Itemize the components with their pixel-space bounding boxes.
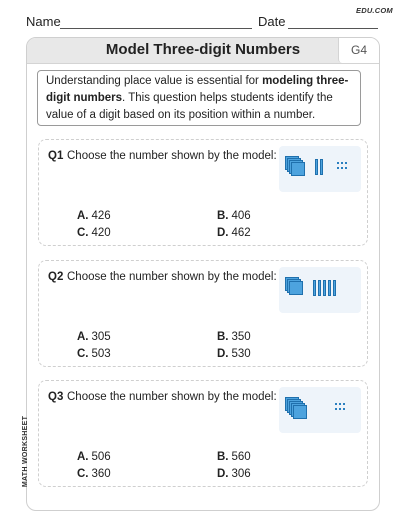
grade-badge: G4 [338, 38, 379, 63]
option-a[interactable]: A. 426 [77, 210, 111, 222]
question-prompt: Choose the number shown by the model: [67, 391, 277, 403]
ones-cube [345, 167, 347, 169]
title-bar [27, 38, 379, 64]
place-value-model [279, 387, 361, 433]
question-card-2 [38, 260, 368, 367]
worksheet [26, 37, 380, 511]
ones-cube [335, 408, 337, 410]
tens-rod [315, 159, 318, 175]
option-d[interactable]: D. 306 [217, 468, 251, 480]
question-prompt: Choose the number shown by the model: [67, 271, 277, 283]
tens-rod [318, 280, 321, 296]
ones-cube [343, 403, 345, 405]
question-number: Q1 [48, 150, 64, 162]
intro-text-end: . This question helps students identify the value of a digit based on its position within a number. [46, 92, 333, 121]
option-c[interactable]: C. 420 [77, 227, 111, 239]
option-b[interactable]: B. 406 [217, 210, 251, 222]
ones-cube [335, 403, 337, 405]
date-line [288, 28, 378, 29]
ones-cube [341, 167, 343, 169]
intro-bold: modeling three-digit numbers [46, 75, 349, 104]
hundreds-block [289, 281, 303, 295]
option-d[interactable]: D. 530 [217, 348, 251, 360]
place-value-model [279, 146, 361, 192]
ones-cube [339, 403, 341, 405]
option-a[interactable]: A. 506 [77, 451, 111, 463]
tens-rod [320, 159, 323, 175]
option-c[interactable]: C. 360 [77, 468, 111, 480]
hundreds-block [293, 405, 307, 419]
question-number: Q3 [48, 391, 64, 403]
tens-rod [333, 280, 336, 296]
ones-cube [339, 408, 341, 410]
option-b[interactable]: B. 560 [217, 451, 251, 463]
hundreds-block [291, 162, 305, 176]
question-card-1 [38, 139, 368, 246]
intro-text: Understanding place value is essential for [46, 75, 263, 87]
ones-cube [343, 408, 345, 410]
date-label: Date [258, 14, 286, 29]
side-label: MATH WORKSHEET [22, 415, 30, 488]
tens-rod [323, 280, 326, 296]
tens-rod [313, 280, 316, 296]
name-label: Name [26, 14, 61, 29]
question-card-3 [38, 380, 368, 487]
ones-cube [337, 162, 339, 164]
worksheet-title: Model Three-digit Numbers [105, 41, 301, 58]
name-line [60, 28, 252, 29]
intro-box [37, 70, 361, 126]
place-value-model [279, 267, 361, 313]
option-b[interactable]: B. 350 [217, 331, 251, 343]
question-prompt: Choose the number shown by the model: [67, 150, 277, 162]
question-number: Q2 [48, 271, 64, 283]
option-c[interactable]: C. 503 [77, 348, 111, 360]
option-d[interactable]: D. 462 [217, 227, 251, 239]
ones-cube [337, 167, 339, 169]
ones-cube [341, 162, 343, 164]
brand-logo: EDU.COM [356, 6, 393, 15]
ones-cube [345, 162, 347, 164]
tens-rod [328, 280, 331, 296]
option-a[interactable]: A. 305 [77, 331, 111, 343]
